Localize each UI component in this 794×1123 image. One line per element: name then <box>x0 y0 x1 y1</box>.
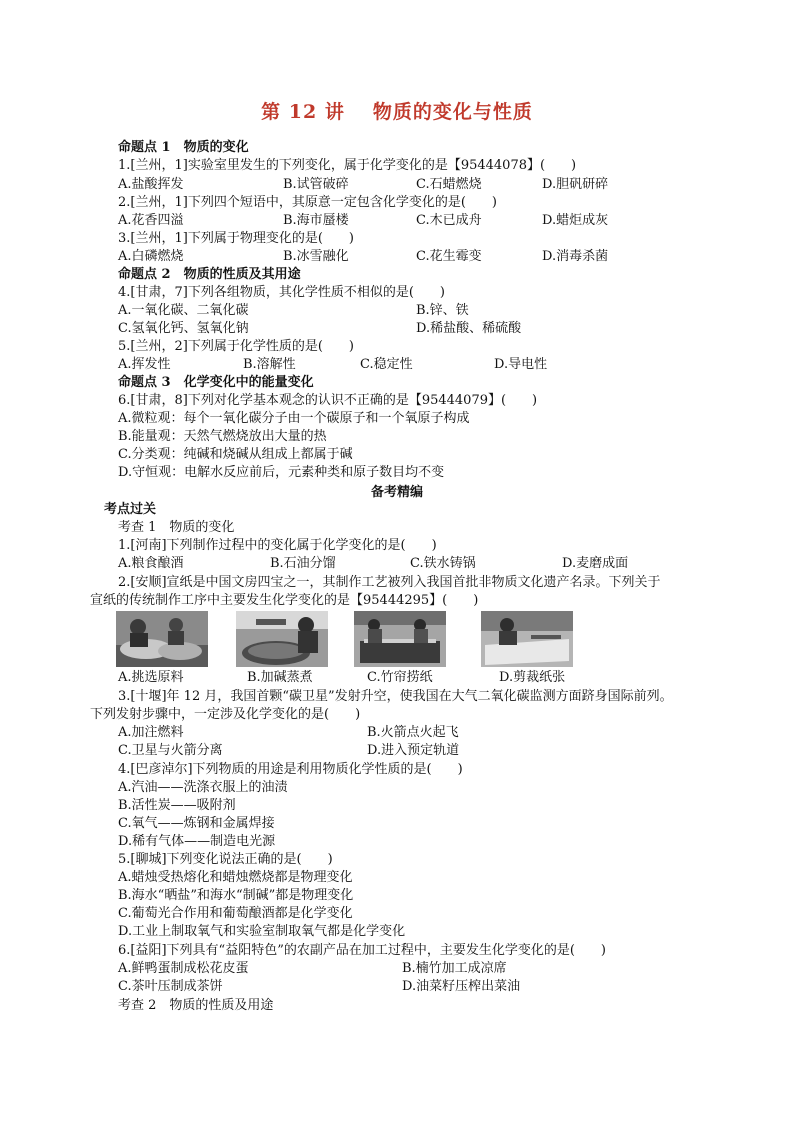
exercise-2-line2: 宣纸的传统制作工序中主要发生化学变化的是【95444295】( ) <box>90 593 479 608</box>
q5-option-c: C.稳定性 <box>360 357 413 372</box>
ex1-option-d: D.麦磨成面 <box>562 556 629 571</box>
ex6-option-c: C.茶叶压制成茶饼 <box>118 979 223 994</box>
q2-option-a: A.花香四溢 <box>118 213 184 228</box>
q5-option-d: D.导电性 <box>494 357 548 372</box>
exercise-5: 5.[聊城]下列变化说法正确的是( ) <box>118 852 333 867</box>
ex2-option-c: C.竹帘捞纸 <box>367 670 433 685</box>
section-heading-2: 命题点 2 物质的性质及其用途 <box>118 267 301 282</box>
question-6: 6.[甘肃，8]下列对化学基本观念的认识不正确的是【95444079】( ) <box>118 393 538 408</box>
exercise-6: 6.[益阳]下列具有“益阳特色”的农副产品在加工过程中，主要发生化学变化的是( ) <box>118 943 606 958</box>
photo-alkali-steaming <box>236 611 328 667</box>
kaodian-title: 考点过关 <box>104 502 157 517</box>
question-4: 4.[甘肃，7]下列各组物质，其化学性质不相似的是( ) <box>118 285 445 300</box>
q3-option-c: C.花生霉变 <box>416 249 482 264</box>
ex5-option-a: A.蜡烛受热熔化和蜡烛燃烧都是物理变化 <box>118 870 353 885</box>
ex4-option-a: A.汽油——洗涤衣服上的油渍 <box>118 780 288 795</box>
section-heading-3: 命题点 3 化学变化中的能量变化 <box>118 375 314 390</box>
title-text: 物质的变化与性质 <box>372 101 533 123</box>
page-title <box>0 97 794 124</box>
ex6-option-d: D.油菜籽压榨出菜油 <box>402 979 521 994</box>
exam-heading-1: 考查 1 物质的变化 <box>118 520 235 535</box>
ex3-option-c: C.卫星与火箭分离 <box>118 743 223 758</box>
exercise-1: 1.[河南]下列制作过程中的变化属于化学变化的是( ) <box>118 538 437 553</box>
section-heading-1: 命题点 1 物质的变化 <box>118 140 249 155</box>
ex2-option-b: B.加碱蒸煮 <box>247 670 313 685</box>
q3-option-a: A.白磷燃烧 <box>118 249 184 264</box>
ex3-option-a: A.加注燃料 <box>118 725 184 740</box>
q4-option-b: B.锌、铁 <box>416 303 469 318</box>
q6-option-d: D.守恒观：电解水反应前后，元素种类和原子数目均不变 <box>118 465 445 480</box>
exam-heading-2: 考查 2 物质的性质及用途 <box>118 998 274 1013</box>
question-1: 1.[兰州，1]实验室里发生的下列变化，属于化学变化的是【95444078】( ) <box>118 158 577 173</box>
ex6-option-b: B.楠竹加工成凉席 <box>402 961 507 976</box>
ex4-option-c: C.氧气——炼钢和金属焊接 <box>118 816 275 831</box>
q2-option-c: C.木已成舟 <box>416 213 482 228</box>
q5-option-b: B.溶解性 <box>243 357 296 372</box>
exercise-4: 4.[巴彦淖尔]下列物质的用途是利用物质化学性质的是( ) <box>118 762 463 777</box>
ex5-option-c: C.葡萄光合作用和葡萄酿酒都是化学变化 <box>118 906 353 921</box>
q3-option-d: D.消毒杀菌 <box>542 249 609 264</box>
q6-option-c: C.分类观：纯碱和烧碱从组成上都属于碱 <box>118 447 353 462</box>
photo-paper-scooping <box>354 611 446 667</box>
question-3: 3.[兰州，1]下列属于物理变化的是( ) <box>118 231 354 246</box>
ex2-option-a: A.挑选原料 <box>118 670 184 685</box>
prep-section-title: 备考精编 <box>370 485 423 500</box>
question-2: 2.[兰州，1]下列四个短语中，其原意一定包含化学变化的是( ) <box>118 195 497 210</box>
photo-raw-materials <box>116 611 208 667</box>
q2-option-b: B.海市蜃楼 <box>283 213 349 228</box>
ex3-option-d: D.进入预定轨道 <box>367 743 460 758</box>
exercise-3-line1: 3.[十堰]年 12 月，我国首颗“碳卫星”发射升空，使我国在大气二氧化碳监测方面跻身国际前列。 <box>118 689 673 704</box>
ex1-option-b: B.石油分馏 <box>270 556 336 571</box>
ex5-option-d: D.工业上制取氧气和实验室制取氧气都是化学变化 <box>118 924 406 939</box>
exercise-2-line1: 2.[安顺]宣纸是中国文房四宝之一，其制作工艺被列入我国首批非物质文化遗产名录。下列关于 <box>118 575 661 590</box>
q4-option-a: A.一氧化碳、二氧化碳 <box>118 303 249 318</box>
ex6-option-a: A.鲜鸭蛋制成松花皮蛋 <box>118 961 249 976</box>
q1-option-b: B.试管破碎 <box>283 177 349 192</box>
ex5-option-b: B.海水“晒盐”和海水“制碱”都是物理变化 <box>118 888 354 903</box>
q5-option-a: A.挥发性 <box>118 357 171 372</box>
photo-paper-cutting <box>481 611 573 667</box>
q1-option-c: C.石蜡燃烧 <box>416 177 482 192</box>
q1-option-a: A.盐酸挥发 <box>118 177 184 192</box>
q1-option-d: D.胆矾研碎 <box>542 177 609 192</box>
q3-option-b: B.冰雪融化 <box>283 249 349 264</box>
q4-option-d: D.稀盐酸、稀硫酸 <box>416 321 522 336</box>
q4-option-c: C.氢氧化钙、氢氧化钠 <box>118 321 249 336</box>
title-number: 第 12 讲 <box>261 101 345 123</box>
q6-option-a: A.微粒观：每个一氧化碳分子由一个碳原子和一个氧原子构成 <box>118 411 470 426</box>
question-5: 5.[兰州，2]下列属于化学性质的是( ) <box>118 339 354 354</box>
ex1-option-c: C.铁水铸锅 <box>410 556 476 571</box>
ex1-option-a: A.粮食酿酒 <box>118 556 184 571</box>
q6-option-b: B.能量观：天然气燃烧放出大量的热 <box>118 429 327 444</box>
ex4-option-b: B.活性炭——吸附剂 <box>118 798 236 813</box>
ex3-option-b: B.火箭点火起飞 <box>367 725 459 740</box>
q2-option-d: D.蜡炬成灰 <box>542 213 609 228</box>
exercise-3-line2: 下列发射步骤中，一定涉及化学变化的是( ) <box>90 707 361 722</box>
ex4-option-d: D.稀有气体——制造电光源 <box>118 834 276 849</box>
ex2-option-d: D.剪裁纸张 <box>499 670 566 685</box>
